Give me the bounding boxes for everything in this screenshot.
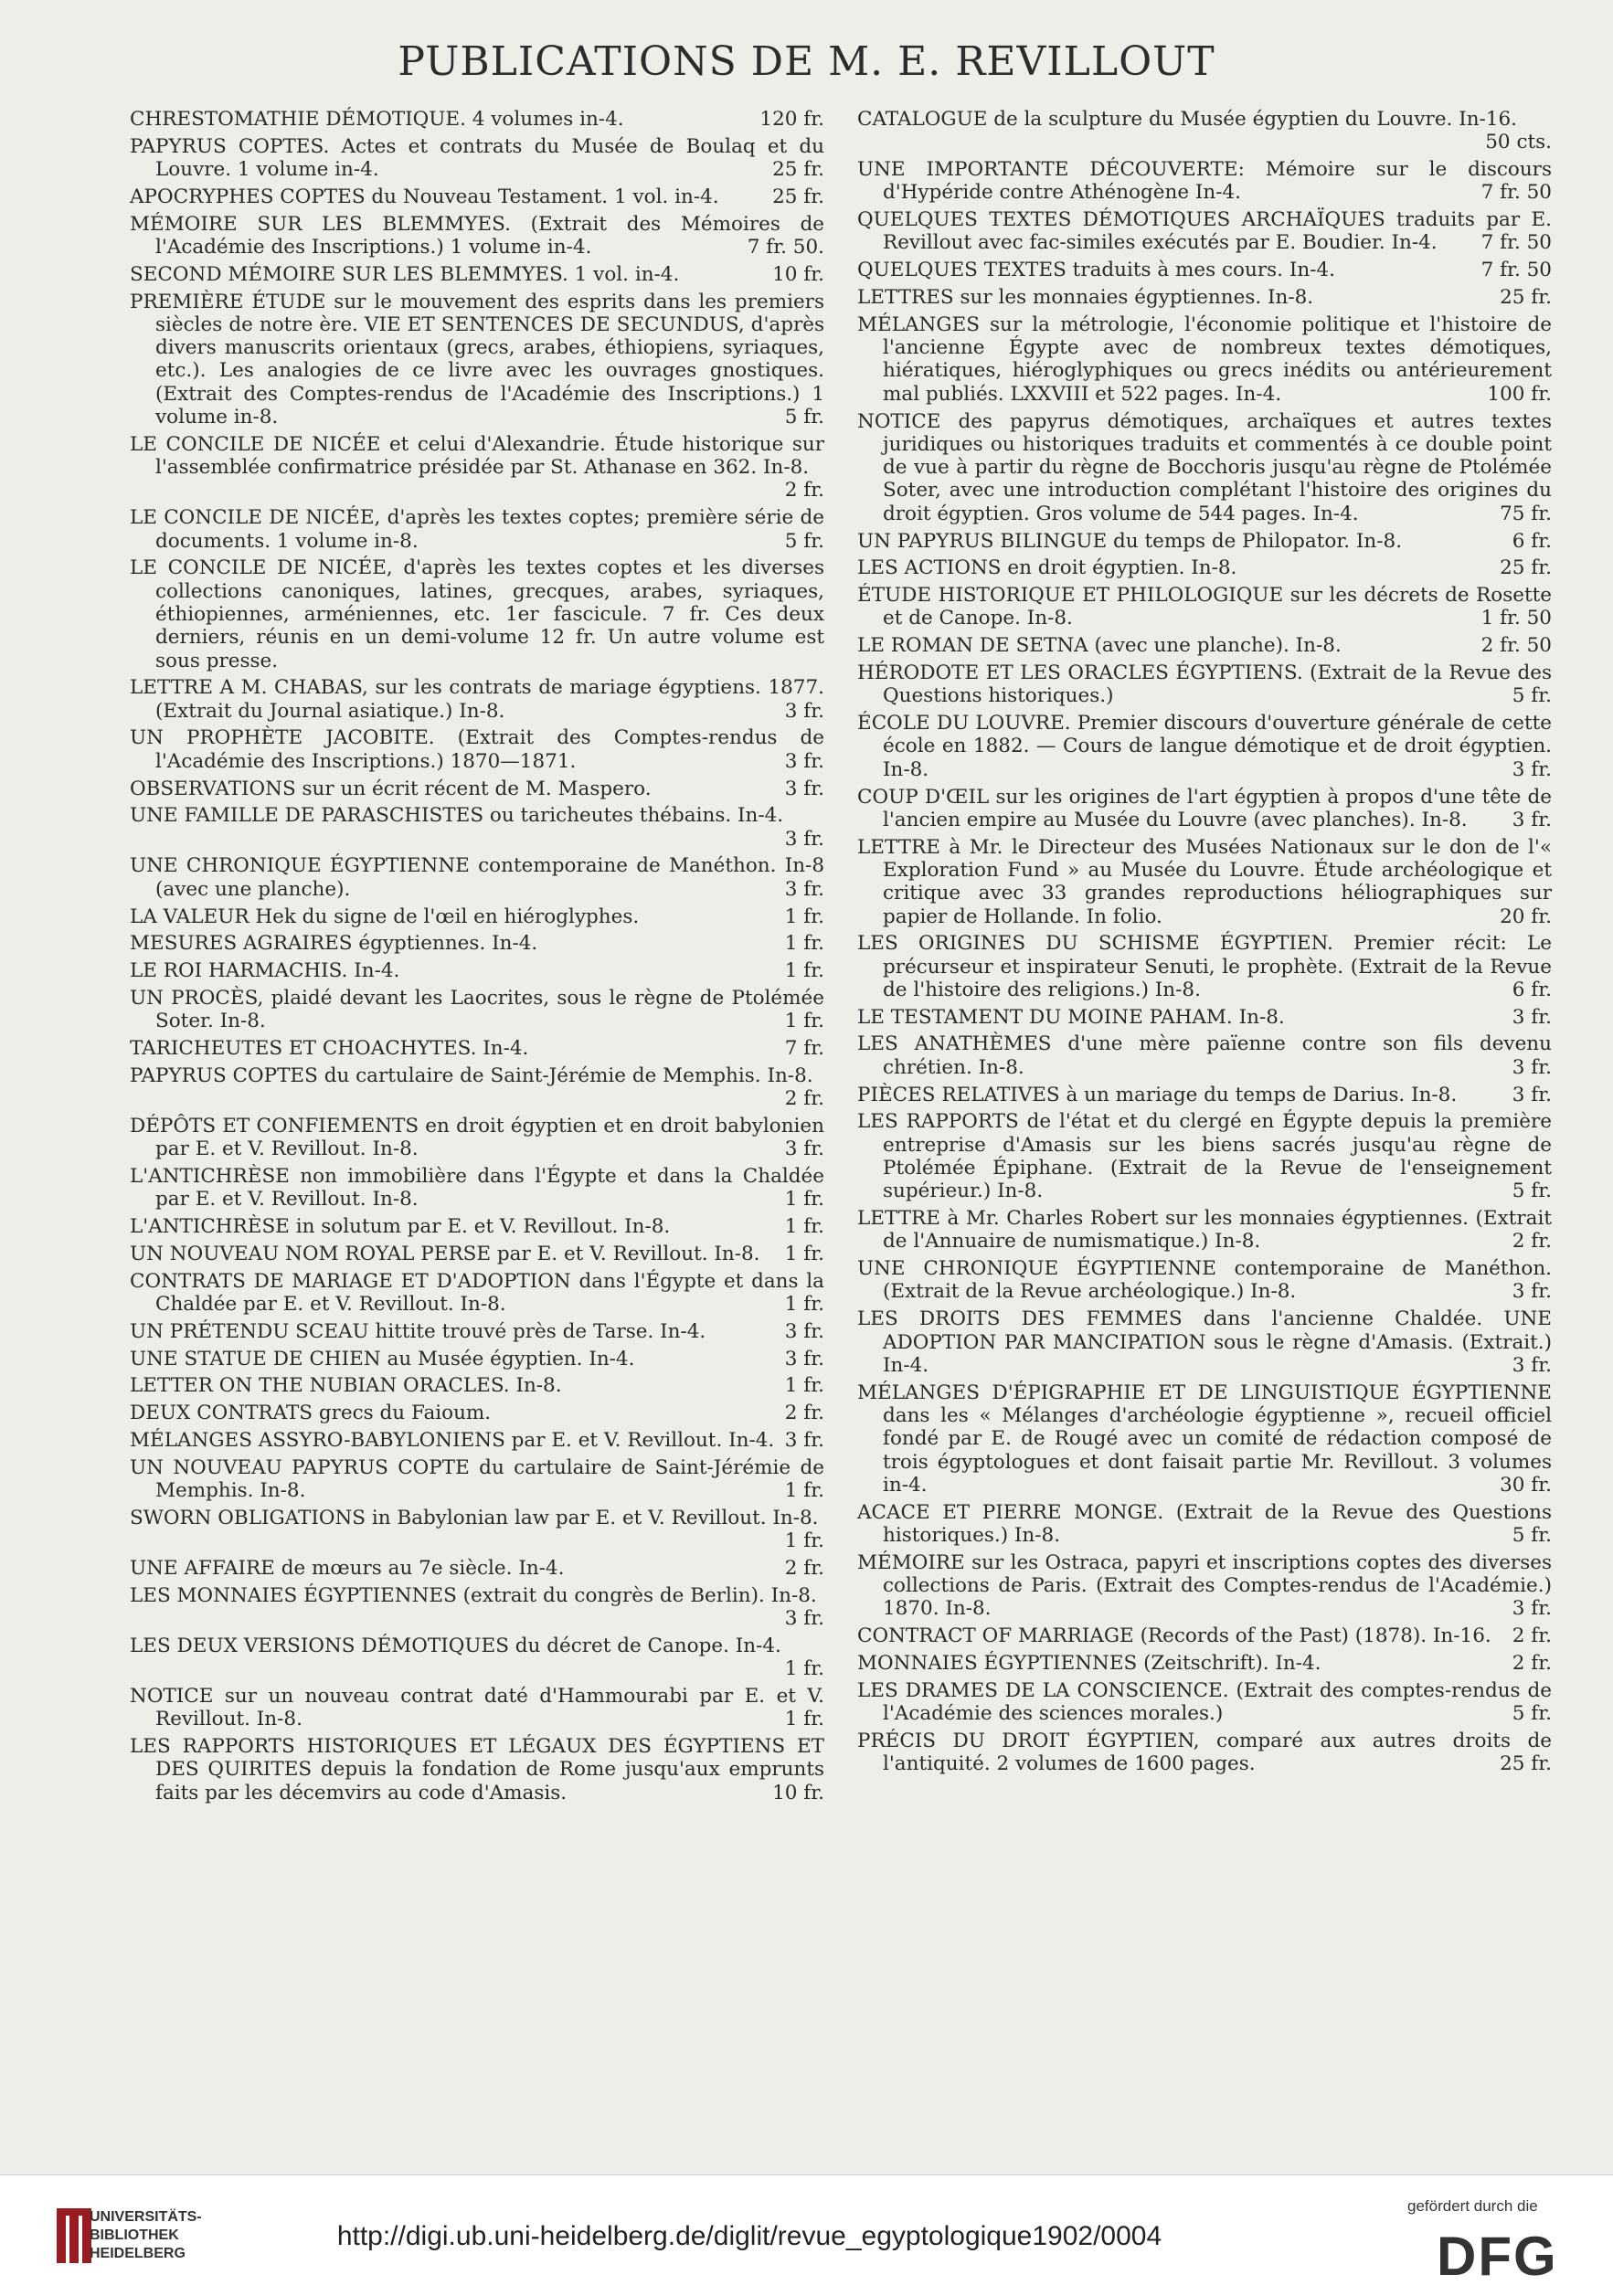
catalog-entry bbox=[857, 1006, 1552, 1029]
catalog-entry bbox=[130, 1165, 824, 1211]
catalog-entry bbox=[857, 530, 1552, 553]
entry-price: 25 fr. bbox=[772, 185, 824, 208]
entry-text: COUP D'ŒIL sur les origines de l'art égyptien à propos d'une tête de l'ancien empire au Musée du Louvre (avec planches). In-8. bbox=[857, 785, 1552, 831]
entry-text: LES MONNAIES ÉGYPTIENNES (extrait du congrès de Berlin). In-8. bbox=[130, 1583, 817, 1607]
catalog-entry bbox=[130, 1270, 824, 1317]
entry-text: PIÈCES RELATIVES à un mariage du temps de Darius. In-8. bbox=[857, 1083, 1458, 1106]
entry-text: UNE CHRONIQUE ÉGYPTIENNE contemporaine de Manéthon. (Extrait de la Revue archéologique.) In-8. bbox=[857, 1257, 1552, 1304]
entry-price: 1 fr. bbox=[784, 905, 824, 928]
catalog-entry bbox=[857, 208, 1552, 255]
entry-price: 25 fr. bbox=[772, 158, 824, 182]
catalog-entry bbox=[130, 804, 824, 851]
entry-text: LE CONCILE DE NICÉE et celui d'Alexandrie. Étude historique sur l'assemblée confirmatrice présidée par St. Athanase en 362. In-8. bbox=[130, 432, 824, 480]
entry-text: UN PAPYRUS BILINGUE du temps de Philopator. In-8. bbox=[857, 529, 1403, 553]
entry-text: QUELQUES TEXTES DÉMOTIQUES ARCHAÏQUES traduits par E. Revillout avec fac-similes exécutés par E. Boudier. In-4. bbox=[857, 208, 1552, 255]
catalog-entry bbox=[130, 1064, 824, 1111]
entry-text: ACACE ET PIERRE MONGE. (Extrait de la Revue des Questions historiques.) In-8. bbox=[857, 1500, 1552, 1547]
entry-text: MÉMOIRE SUR LES BLEMMYES. (Extrait des Mémoires de l'Académie des Inscriptions.) 1 volume in-4. bbox=[130, 212, 824, 259]
entry-price: 3 fr. bbox=[1512, 1353, 1552, 1377]
catalog-entry bbox=[130, 1456, 824, 1503]
entry-text: LA VALEUR Hek du signe de l'œil en hiéroglyphes. bbox=[130, 905, 640, 928]
catalog-entry bbox=[130, 1215, 824, 1238]
catalog-entry bbox=[857, 661, 1552, 708]
entry-price: 3 fr. bbox=[1512, 1597, 1552, 1621]
catalog-entry bbox=[857, 1624, 1552, 1647]
catalog-entry bbox=[130, 778, 824, 800]
library-name-line: UNIVERSITÄTS- bbox=[90, 2209, 202, 2225]
catalog-entry bbox=[857, 1032, 1552, 1079]
entry-price: 6 fr. bbox=[1512, 978, 1552, 1001]
entry-price: 10 fr. bbox=[772, 262, 824, 286]
entry-price: 1 fr. bbox=[784, 1010, 824, 1033]
catalog-entry bbox=[857, 1257, 1552, 1304]
entry-price: 25 fr. bbox=[1500, 1752, 1552, 1776]
catalog-entry bbox=[857, 1207, 1552, 1254]
entry-price: 2 fr. bbox=[784, 1087, 824, 1111]
entry-text: LETTRES sur les monnaies égyptiennes. In-8. bbox=[857, 286, 1314, 310]
catalog-entry bbox=[130, 726, 824, 773]
entry-text: MÉMOIRE sur les Ostraca, papyri et inscriptions coptes des diverses collections de Paris. (Extrait des Comptes-rendus de l'Académie.) 1870. In-8. bbox=[857, 1550, 1552, 1621]
catalog-entry bbox=[130, 1735, 824, 1804]
entry-text: HÉRODOTE ET LES ORACLES ÉGYPTIENS. (Extrait de la Revue des Questions historiques.) bbox=[857, 661, 1552, 708]
entry-text: LES ACTIONS en droit égyptien. In-8. bbox=[857, 556, 1237, 580]
entry-price: 50 cts. bbox=[1485, 131, 1552, 154]
catalog-entry bbox=[130, 1348, 824, 1370]
entry-price: 7 fr. 50 bbox=[1480, 259, 1552, 282]
entry-price: 1 fr. bbox=[784, 1188, 824, 1211]
entry-text: LETTRE A M. CHABAS, sur les contrats de mariage égyptiens. 1877. (Extrait du Journal asiatique.) In-8. bbox=[130, 676, 824, 723]
catalog-entry bbox=[130, 959, 824, 982]
catalog-entry bbox=[857, 1381, 1552, 1497]
entry-text: ÉCOLE DU LOUVRE. Premier discours d'ouverture générale de cette école en 1882. — Cours de langue démotique et de droit égyptien. In-8. bbox=[857, 712, 1552, 781]
left-column bbox=[130, 108, 824, 1808]
entry-price: 2 fr. bbox=[1512, 1651, 1552, 1675]
entry-text: CATALOGUE de la sculpture du Musée égyptien du Louvre. In-16. bbox=[857, 108, 1518, 131]
entry-price: 1 fr. bbox=[784, 1374, 824, 1398]
catalog-entry bbox=[857, 1679, 1552, 1726]
catalog-entry bbox=[130, 291, 824, 429]
entry-text: LES DRAMES DE LA CONSCIENCE. (Extrait des comptes-rendus de l'Académie des sciences morales.) bbox=[857, 1678, 1552, 1725]
entry-text: LETTRE à Mr. le Directeur des Musées Nationaux sur le don de l'« Exploration Fund » au Musée du Louvre. Étude archéologique et critique avec 33 grandes reproductions héliographiques sur papier de Hollande. In folio. bbox=[857, 835, 1552, 928]
catalog-entry bbox=[857, 158, 1552, 205]
catalog-entry bbox=[857, 1501, 1552, 1548]
catalog-entry bbox=[857, 1110, 1552, 1202]
entry-price: 3 fr. bbox=[784, 1137, 824, 1161]
entry-price: 5 fr. bbox=[1512, 1180, 1552, 1203]
entry-price: 3 fr. bbox=[784, 777, 824, 800]
entry-text: OBSERVATIONS sur un écrit récent de M. Maspero. bbox=[130, 777, 652, 800]
entry-price: 3 fr. bbox=[1512, 1280, 1552, 1304]
catalog-entry bbox=[130, 1402, 824, 1424]
catalog-entry bbox=[130, 1557, 824, 1580]
entry-text: APOCRYPHES COPTES du Nouveau Testament. 1 vol. in-4. bbox=[130, 185, 719, 208]
entry-price: 3 fr. bbox=[784, 749, 824, 773]
catalog-entry bbox=[130, 556, 824, 672]
entry-text: UNE FAMILLE DE PARASCHISTES ou taricheutes thébains. In-4. bbox=[130, 804, 784, 828]
entry-price: 3 fr. bbox=[1512, 1083, 1552, 1106]
catalog-entry bbox=[130, 676, 824, 723]
entry-text: LES ORIGINES DU SCHISME ÉGYPTIEN. Premier récit: Le précurseur et inspirateur Senuti, le prophète. (Extrait de la Revue de l'histoire des religions.) In-8. bbox=[857, 932, 1552, 1001]
right-column bbox=[857, 108, 1552, 1780]
catalog-entry bbox=[130, 1635, 824, 1681]
catalog-entry bbox=[130, 1037, 824, 1060]
library-name-line: BIBLIOTHEK bbox=[90, 2227, 179, 2243]
page-title: PUBLICATIONS DE M. E. REVILLOUT bbox=[398, 38, 1215, 85]
entry-price: 1 fr. bbox=[784, 932, 824, 956]
entry-price: 1 fr. bbox=[784, 1708, 824, 1731]
entry-price: 1 fr. bbox=[784, 1657, 824, 1681]
entry-text: LE TESTAMENT DU MOINE PAHAM. In-8. bbox=[857, 1005, 1285, 1029]
entry-text: UN PROCÈS, plaidé devant les Laocrites, sous le règne de Ptolémée Soter. In-8. bbox=[130, 986, 824, 1033]
entry-text: UN NOUVEAU PAPYRUS COPTE du cartulaire de Saint-Jérémie de Memphis. In-8. bbox=[130, 1455, 824, 1503]
entry-text: PREMIÈRE ÉTUDE sur le mouvement des esprits dans les premiers siècles de notre ère. VIE ET SENTENCES DE SECUNDUS, d'après divers manuscrits orientaux (grecs, arabes, éthiopiens, syriaques, etc.). Les analogies de ce livre avec les ouvrages gnostiques. (Extrait des Comptes-rendus de l'Académie des Inscriptions.) 1 volume in-8. bbox=[130, 290, 824, 429]
entry-text: LES DEUX VERSIONS DÉMOTIQUES du décret de Canope. In-4. bbox=[130, 1634, 781, 1657]
entry-text: MÉLANGES D'ÉPIGRAPHIE ET DE LINGUISTIQUE ÉGYPTIENNE dans les « Mélanges d'archéologie égyptienne », recueil officiel fondé par E. de Rougé avec un comité de rédaction composé de trois égyptologues et dont faisait partie Mr. Revillout. 3 volumes in-4. bbox=[857, 1381, 1552, 1497]
entry-price: 1 fr. bbox=[784, 1529, 824, 1553]
entry-price: 20 fr. bbox=[1500, 905, 1552, 928]
entry-text: PRÉCIS DU DROIT ÉGYPTIEN, comparé aux autres droits de l'antiquité. 2 volumes de 1600 pages. bbox=[857, 1729, 1552, 1776]
entry-text: LETTER ON THE NUBIAN ORACLES. In-8. bbox=[130, 1374, 562, 1398]
entry-text: UN PROPHÈTE JACOBITE. (Extrait des Comptes-rendus de l'Académie des Inscriptions.) 1870—1871. bbox=[130, 726, 824, 773]
entry-price: 3 fr. bbox=[784, 1607, 824, 1631]
entry-text: SWORN OBLIGATIONS in Babylonian law par E. et V. Revillout. In-8. bbox=[130, 1506, 819, 1529]
entry-text: CONTRATS DE MARIAGE ET D'ADOPTION dans l'Égypte et dans la Chaldée par E. et V. Revillout. In-8. bbox=[130, 1269, 824, 1316]
entry-text: NOTICE sur un nouveau contrat daté d'Hammourabi par E. et V. Revillout. In-8. bbox=[130, 1684, 824, 1731]
entry-price: 5 fr. bbox=[784, 406, 824, 429]
catalog-entry bbox=[130, 108, 824, 131]
entry-price: 1 fr. bbox=[784, 1242, 824, 1265]
catalog-entry bbox=[130, 1584, 824, 1631]
entry-price: 2 fr. bbox=[784, 1556, 824, 1580]
entry-price: 2 fr. bbox=[784, 479, 824, 503]
entry-price: 5 fr. bbox=[1512, 1702, 1552, 1725]
catalog-entry bbox=[130, 263, 824, 286]
catalog-entry bbox=[130, 1507, 824, 1553]
entry-text: CHRESTOMATHIE DÉMOTIQUE. 4 volumes in-4. bbox=[130, 108, 624, 131]
entry-text: LES ANATHÈMES d'une mère païenne contre son fils devenu chrétien. In-8. bbox=[857, 1032, 1552, 1079]
catalog-entry bbox=[857, 556, 1552, 579]
catalog-entry bbox=[857, 1084, 1552, 1106]
entry-text: CONTRACT OF MARRIAGE (Records of the Past) (1878). In-16. bbox=[857, 1624, 1491, 1648]
entry-text: LES RAPPORTS HISTORIQUES ET LÉGAUX DES ÉGYPTIENS ET DES QUIRITES depuis la fondation de Rome jusqu'aux emprunts faits par les décemvirs au code d'Amasis. bbox=[130, 1735, 824, 1804]
entry-text: LES DROITS DES FEMMES dans l'ancienne Chaldée. UNE ADOPTION PAR MANCIPATION sous le règne d'Amasis. (Extrait.) In-4. bbox=[857, 1307, 1552, 1377]
entry-price: 2 fr. bbox=[1512, 1624, 1552, 1648]
entry-price: 3 fr. bbox=[1512, 808, 1552, 831]
catalog-entry bbox=[857, 932, 1552, 1001]
dfg-logo-icon: DFG bbox=[1437, 2226, 1558, 2287]
entry-price: 3 fr. bbox=[784, 827, 824, 851]
entry-price: 3 fr. bbox=[784, 1428, 824, 1452]
entry-price: 100 fr. bbox=[1487, 382, 1552, 406]
entry-price: 1 fr. bbox=[784, 959, 824, 983]
entry-text: SECOND MÉMOIRE SUR LES BLEMMYES. 1 vol. in-4. bbox=[130, 262, 680, 286]
entry-text: L'ANTICHRÈSE non immobilière dans l'Égypte et dans la Chaldée par E. et V. Revillout. In-8. bbox=[130, 1164, 824, 1211]
catalog-entry bbox=[130, 433, 824, 503]
entry-price: 7 fr. 50. bbox=[747, 235, 824, 259]
entry-text: PAPYRUS COPTES du cartulaire de Saint-Jérémie de Memphis. In-8. bbox=[130, 1063, 813, 1087]
catalog-entry bbox=[130, 1429, 824, 1452]
entry-text: UN NOUVEAU NOM ROYAL PERSE par E. et V. Revillout. In-8. bbox=[130, 1242, 760, 1265]
entry-price: 1 fr. 50 bbox=[1480, 607, 1552, 630]
entry-price: 2 fr. 50 bbox=[1480, 634, 1552, 658]
page-url-link[interactable]: http://digi.ub.uni-heidelberg.de/diglit/revue_egyptologique1902/0004 bbox=[336, 2221, 1162, 2251]
entry-price: 5 fr. bbox=[1512, 1523, 1552, 1547]
entry-price: 3 fr. bbox=[784, 1319, 824, 1343]
entry-text: LE CONCILE DE NICÉE, d'après les textes coptes; première série de documents. 1 volume in-8. bbox=[130, 506, 824, 553]
entry-price: 3 fr. bbox=[784, 877, 824, 901]
entry-price: 3 fr. bbox=[784, 699, 824, 723]
entry-text: TARICHEUTES ET CHOACHYTES. In-4. bbox=[130, 1036, 529, 1060]
catalog-entry bbox=[857, 1730, 1552, 1776]
library-name-line: HEIDELBERG bbox=[90, 2246, 186, 2261]
entry-text: NOTICE des papyrus démotiques, archaïques et autres textes juridiques ou historiques traduits et commentés à ce double point de vue à partir du règne de Bocchoris jusqu'au règne de Ptolémée Soter, avec une introduction complétant l'histoire des origines du droit égyptien. Gros volume de 544 pages. In-4. bbox=[857, 409, 1552, 525]
catalog-entry bbox=[130, 1685, 824, 1731]
entry-price: 25 fr. bbox=[1500, 286, 1552, 310]
entry-text: DÉPÔTS ET CONFIEMENTS en droit égyptien et en droit babylonien par E. et V. Revillout. In-8. bbox=[130, 1114, 824, 1161]
viewer-footer bbox=[0, 2174, 1613, 2296]
catalog-entry bbox=[857, 584, 1552, 630]
library-name bbox=[90, 2208, 202, 2263]
entry-text: MONNAIES ÉGYPTIENNES (Zeitschrift). In-4. bbox=[857, 1651, 1321, 1675]
entry-text: UNE CHRONIQUE ÉGYPTIENNE contemporaine de Manéthon. In-8 (avec une planche). bbox=[130, 854, 824, 901]
entry-text: LETTRE à Mr. Charles Robert sur les monnaies égyptiennes. (Extrait de l'Annuaire de numismatique.) In-8. bbox=[857, 1207, 1552, 1254]
entry-price: 7 fr. bbox=[784, 1036, 824, 1060]
entry-text: MÉLANGES sur la métrologie, l'économie politique et l'histoire de l'ancienne Égypte avec de nombreux textes démotiques, hiératiques, hiéroglyphiques ou grecs inédits ou antérieurement mal publiés. LXXVIII et 522 pages. In-4. bbox=[857, 312, 1552, 406]
entry-price: 2 fr. bbox=[784, 1402, 824, 1425]
entry-text: QUELQUES TEXTES traduits à mes cours. In-4. bbox=[857, 259, 1335, 282]
entry-text: LE ROMAN DE SETNA (avec une planche). In-8. bbox=[857, 634, 1342, 658]
entry-text: LE CONCILE DE NICÉE, d'après les textes coptes et les diverses collections canoniques, latines, grecques, arabes, syriaques, éthiopiennes, arméniennes, etc. 1er fascicule. 7 fr. Ces deux derniers, réunis en un demi-volume 12 fr. Un autre volume est sous presse. bbox=[130, 556, 824, 672]
catalog-entry bbox=[857, 836, 1552, 928]
entry-price: 7 fr. 50 bbox=[1480, 181, 1552, 205]
catalog-entry bbox=[857, 1652, 1552, 1675]
catalog-entry bbox=[130, 1374, 824, 1397]
entry-price: 3 fr. bbox=[1512, 1055, 1552, 1079]
catalog-entry bbox=[857, 786, 1552, 832]
entry-price: 1 fr. bbox=[784, 1292, 824, 1316]
entry-price: 1 fr. bbox=[784, 1479, 824, 1503]
entry-text: LES RAPPORTS de l'état et du clergé en Égypte depuis la première entreprise d'Amasis sur les biens sacrés jusqu'au règne de Ptolémée Épiphane. (Extrait de la Revue de l'enseignement supérieur.) In-8. bbox=[857, 1110, 1552, 1203]
catalog-entry bbox=[857, 313, 1552, 406]
catalog-entry bbox=[130, 854, 824, 901]
catalog-entry bbox=[130, 1320, 824, 1343]
entry-price: 30 fr. bbox=[1500, 1473, 1552, 1497]
entry-text: MESURES AGRAIRES égyptiennes. In-4. bbox=[130, 932, 538, 956]
entry-text: UNE STATUE DE CHIEN au Musée égyptien. In-4. bbox=[130, 1347, 635, 1370]
entry-price: 5 fr. bbox=[784, 529, 824, 553]
entry-price: 2 fr. bbox=[1512, 1230, 1552, 1254]
catalog-entry bbox=[857, 286, 1552, 309]
funding-caption: gefördert durch die bbox=[1407, 2197, 1538, 2215]
entry-text: L'ANTICHRÈSE in solutum par E. et V. Revillout. In-8. bbox=[130, 1215, 671, 1239]
catalog-entry bbox=[130, 185, 824, 208]
entry-price: 7 fr. 50 bbox=[1480, 231, 1552, 255]
entry-text: UN PRÉTENDU SCEAU hittite trouvé près de Tarse. In-4. bbox=[130, 1319, 706, 1343]
entry-price: 120 fr. bbox=[759, 108, 824, 131]
entry-price: 25 fr. bbox=[1500, 556, 1552, 580]
entry-price: 3 fr. bbox=[784, 1347, 824, 1370]
catalog-entry bbox=[857, 1551, 1552, 1621]
catalog-entry bbox=[130, 506, 824, 553]
entry-text: ÉTUDE HISTORIQUE ET PHILOLOGIQUE sur les décrets de Rosette et de Canope. In-8. bbox=[857, 584, 1552, 630]
entry-text: MÉLANGES ASSYRO-BABYLONIENS par E. et V. Revillout. In-4. bbox=[130, 1428, 775, 1452]
entry-price: 3 fr. bbox=[1512, 757, 1552, 781]
entry-price: 10 fr. bbox=[772, 1781, 824, 1804]
catalog-entry bbox=[857, 259, 1552, 281]
catalog-entry bbox=[130, 1115, 824, 1161]
catalog-entry bbox=[857, 108, 1552, 154]
entry-text: DEUX CONTRATS grecs du Faioum. bbox=[130, 1402, 492, 1425]
entry-price: 5 fr. bbox=[1512, 684, 1552, 708]
catalog-entry bbox=[857, 410, 1552, 525]
catalog-entry bbox=[130, 135, 824, 182]
entry-text: UNE IMPORTANTE DÉCOUVERTE: Mémoire sur le discours d'Hypéride contre Athénogène In-4. bbox=[857, 158, 1552, 205]
catalog-entry bbox=[130, 213, 824, 259]
catalog-entry bbox=[857, 712, 1552, 781]
catalog-entry bbox=[130, 932, 824, 955]
catalog-entry bbox=[130, 987, 824, 1033]
entry-text: PAPYRUS COPTES. Actes et contrats du Musée de Boulaq et du Louvre. 1 volume in-4. bbox=[130, 134, 824, 182]
entry-text: LE ROI HARMACHIS. In-4. bbox=[130, 959, 400, 983]
entry-price: 6 fr. bbox=[1512, 529, 1552, 553]
catalog-entry bbox=[130, 1243, 824, 1265]
entry-price: 75 fr. bbox=[1500, 502, 1552, 525]
entry-price: 3 fr. bbox=[1512, 1005, 1552, 1029]
entry-price: 1 fr. bbox=[784, 1215, 824, 1239]
entry-text: UNE AFFAIRE de mœurs au 7e siècle. In-4. bbox=[130, 1556, 565, 1580]
catalog-entry bbox=[857, 634, 1552, 657]
catalog-entry bbox=[130, 905, 824, 928]
catalog-entry bbox=[857, 1307, 1552, 1377]
